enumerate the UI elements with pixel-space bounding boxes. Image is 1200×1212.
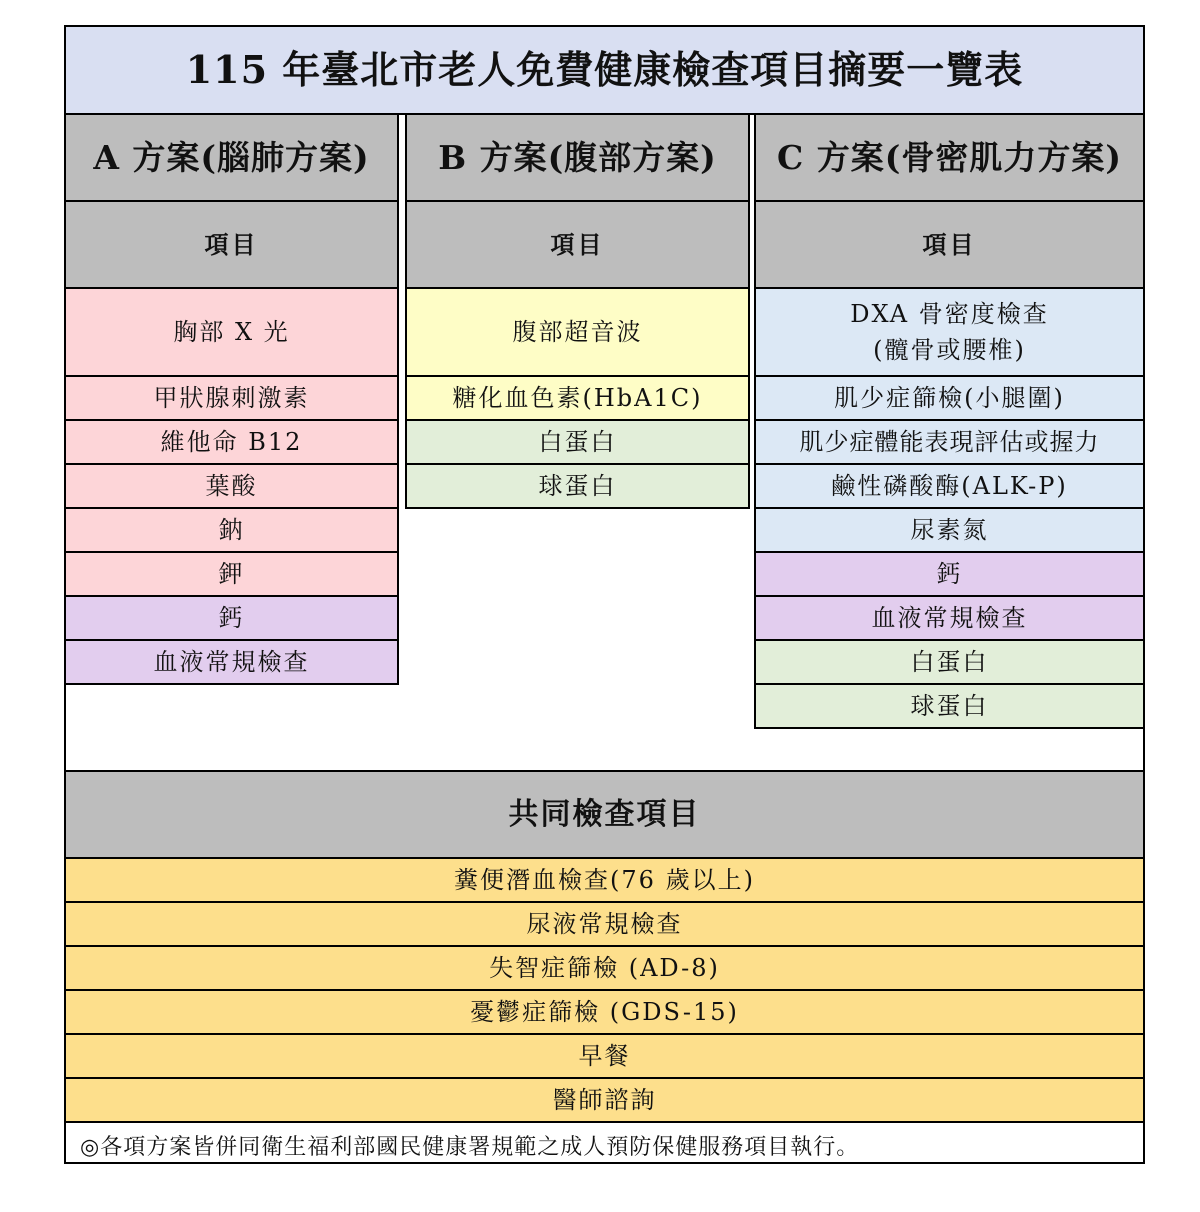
common-item: 憂鬱症篩檢 (GDS-15) — [64, 989, 1145, 1035]
plan-c-item: 肌少症體能表現評估或握力 — [754, 419, 1145, 465]
plan-a-item: 鉀 — [64, 551, 399, 597]
plan-a-item: 鈣 — [64, 595, 399, 641]
plan-a-item: 甲狀腺刺激素 — [64, 375, 399, 421]
plan-a-column-header: 項目 — [64, 200, 399, 289]
plan-c-item: 血液常規檢查 — [754, 595, 1145, 641]
plan-b-header: B 方案(腹部方案) — [405, 113, 750, 202]
plan-c-item: 球蛋白 — [754, 683, 1145, 729]
plan-c-item: 白蛋白 — [754, 639, 1145, 685]
plan-a-item: 葉酸 — [64, 463, 399, 509]
health-check-table — [64, 25, 1145, 1164]
plan-b-item: 球蛋白 — [405, 463, 750, 509]
plan-c-header: C 方案(骨密肌力方案) — [754, 113, 1145, 202]
plan-a-header: A 方案(腦肺方案) — [64, 113, 399, 202]
plan-b-item: 腹部超音波 — [405, 287, 750, 377]
plan-c-item: 肌少症篩檢(小腿圍) — [754, 375, 1145, 421]
table-title: 115 年臺北市老人免費健康檢查項目摘要一覽表 — [64, 25, 1145, 115]
plan-c-item: 尿素氮 — [754, 507, 1145, 553]
plan-a-item: 血液常規檢查 — [64, 639, 399, 685]
plan-c-item-line: (髖骨或腰椎) — [873, 336, 1026, 364]
common-item: 尿液常規檢查 — [64, 901, 1145, 947]
plan-a-item: 維他命 B12 — [64, 419, 399, 465]
plan-c-item-dxa — [754, 287, 1145, 377]
common-item: 早餐 — [64, 1033, 1145, 1079]
footnote: ◎各項方案皆併同衛生福利部國民健康署規範之成人預防保健服務項目執行。 — [80, 1134, 860, 1160]
plan-b-item: 白蛋白 — [405, 419, 750, 465]
plan-a-item: 鈉 — [64, 507, 399, 553]
common-item: 失智症篩檢 (AD-8) — [64, 945, 1145, 991]
common-item: 糞便潛血檢查(76 歲以上) — [64, 857, 1145, 903]
plan-c-item: 鈣 — [754, 551, 1145, 597]
plan-b-column-header: 項目 — [405, 200, 750, 289]
common-item: 醫師諮詢 — [64, 1077, 1145, 1123]
common-header: 共同檢查項目 — [64, 770, 1145, 859]
plan-c-column-header: 項目 — [754, 200, 1145, 289]
plan-a-item: 胸部 X 光 — [64, 287, 399, 377]
plan-c-item-line: DXA 骨密度檢查 — [850, 300, 1049, 328]
plan-b-item: 糖化血色素(HbA1C) — [405, 375, 750, 421]
plan-c-item: 鹼性磷酸酶(ALK-P) — [754, 463, 1145, 509]
